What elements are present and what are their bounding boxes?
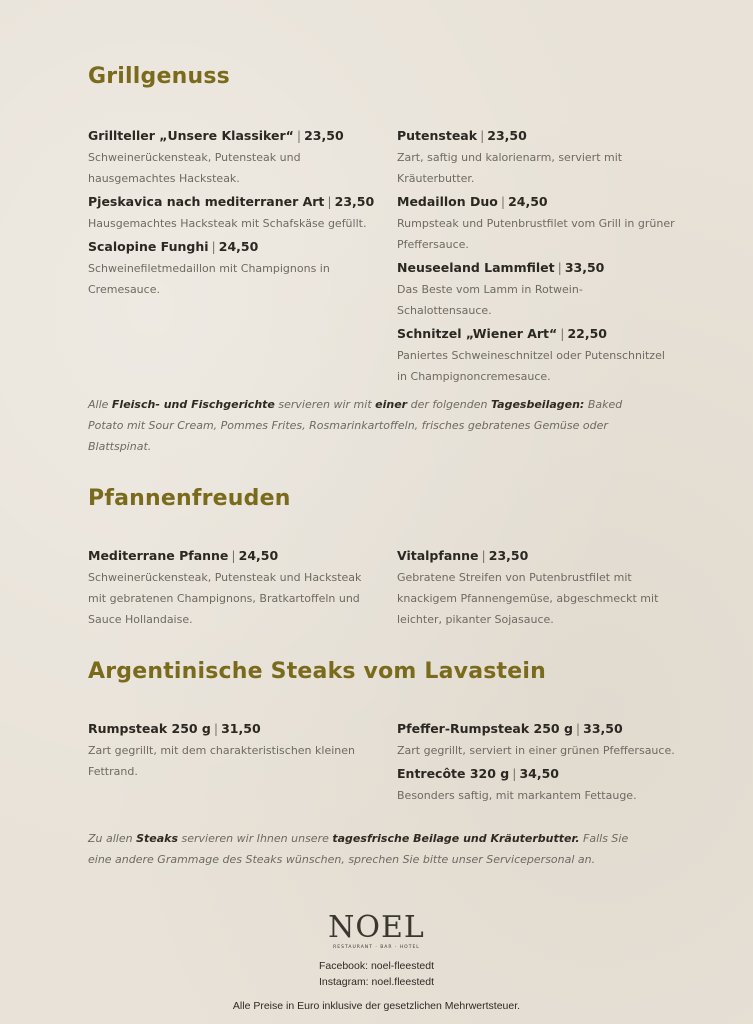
menu-item: [88, 236, 378, 300]
menu-item: [88, 125, 378, 189]
menu-item-heading: [88, 545, 378, 567]
menu-item-description: Schweinerückensteak, Putensteak und Hacksteak mit gebratenen Champignons, Bratkartoffeln und Sauce Hollandaise.: [88, 571, 362, 626]
menu-item-price: 24,50: [508, 194, 548, 209]
menu-item-heading: [88, 125, 378, 147]
logo-wordmark: NOEL: [328, 910, 425, 945]
menu-item: [397, 763, 677, 806]
price-separator: |: [213, 721, 219, 736]
menu-item-name: Rumpsteak 250 g: [88, 721, 211, 736]
price-separator: |: [480, 128, 485, 143]
social-links: [0, 958, 753, 990]
section-title-pfannenfreuden: Pfannenfreuden: [88, 486, 291, 511]
menu-item-description: Zart, saftig und kalorienarm, serviert mit Kräuterbutter.: [397, 151, 623, 185]
menu-item-heading: [397, 718, 677, 740]
menu-item: [88, 545, 378, 630]
price-separator: |: [500, 194, 506, 209]
price-separator: |: [575, 721, 581, 736]
menu-item: [88, 718, 378, 782]
menu-item-name: Pfeffer-Rumpsteak 250 g: [397, 721, 573, 736]
menu-item-price: 24,50: [218, 239, 259, 254]
menu-item-price: 23,50: [487, 128, 527, 143]
menu-item-description: Gebratene Streifen von Putenbrustfilet mit knackigem Pfannengemüse, abgeschmeckt mit leichter, pikanter Sojasauce.: [397, 571, 659, 626]
section-title-grillgenuss: Grillgenuss: [88, 64, 230, 89]
menu-item-name: Pjeskavica nach mediterraner Art: [88, 194, 325, 209]
menu-item: [397, 545, 677, 630]
menu-item-name: Medaillon Duo: [397, 194, 498, 209]
menu-item-heading: [88, 236, 378, 258]
menu-item-name: Grillteller „Unsere Klassiker“: [88, 128, 294, 143]
logo-tagline: RESTAURANT · BAR · HOTEL: [333, 945, 420, 950]
menu-item-price: 31,50: [221, 721, 261, 736]
menu-item-heading: [88, 191, 378, 213]
menu-item-price: 23,50: [304, 128, 344, 143]
menu-item: [397, 718, 677, 761]
menu-item-heading: [397, 125, 677, 147]
menu-item-heading: [397, 257, 677, 279]
menu-item-description: Paniertes Schweineschnitzel oder Putenschnitzel in Champignoncremesauce.: [397, 349, 665, 383]
menu-item: [397, 323, 677, 387]
steaks-left-column: [88, 718, 378, 784]
menu-item-heading: [397, 545, 677, 567]
menu-item-description: Das Beste vom Lamm in Rotwein-Schalottensauce.: [397, 283, 583, 317]
menu-item-description: Hausgemachtes Hacksteak mit Schafskäse gefüllt.: [88, 217, 367, 230]
menu-item-price: 33,50: [564, 260, 605, 275]
pfannenfreuden-right-column: [397, 545, 677, 632]
menu-item-description: Rumpsteak und Putenbrustfilet vom Grill in grüner Pfeffersauce.: [397, 217, 675, 251]
menu-item-description: Schweinefiletmedaillon mit Champignons in Cremesauce.: [88, 262, 330, 296]
section-title-argentinische-steaks: Argentinische Steaks vom Lavastein: [88, 659, 546, 684]
price-footnote: Alle Preise in Euro inklusive der gesetzlichen Mehrwertsteuer.: [232, 1000, 521, 1012]
price-separator: |: [211, 239, 216, 254]
menu-item-name: Mediterrane Pfanne: [88, 548, 229, 563]
menu-item-description: Zart gegrillt, mit dem charakteristischen kleinen Fettrand.: [88, 744, 355, 778]
menu-item-price: 33,50: [583, 721, 623, 736]
menu-item-name: Putensteak: [397, 128, 478, 143]
price-separator: |: [557, 260, 562, 275]
noel-logo: [0, 912, 753, 952]
menu-item-description: Besonders saftig, mit markantem Fettauge.: [397, 789, 637, 802]
menu-item-name: Neuseeland Lammfilet: [397, 260, 555, 275]
menu-item: [88, 191, 378, 234]
grillgenuss-left-column: [88, 125, 378, 302]
menu-item-description: Schweinerückensteak, Putensteak und hausgemachtes Hacksteak.: [88, 151, 301, 185]
price-separator: |: [327, 194, 332, 209]
menu-item: [397, 191, 677, 255]
menu-item: [397, 257, 677, 321]
menu-item-price: 24,50: [238, 548, 279, 563]
facebook-link[interactable]: Facebook: noel-fleestedt: [319, 960, 434, 972]
price-separator: |: [231, 548, 236, 563]
price-separator: |: [481, 548, 486, 563]
menu-item-name: Entrecôte 320 g: [397, 766, 510, 781]
price-separator: |: [560, 326, 565, 341]
price-separator: |: [296, 128, 302, 143]
menu-item-heading: [397, 191, 677, 213]
menu-item-price: 34,50: [519, 766, 560, 781]
menu-item-heading: [88, 718, 378, 740]
grillgenuss-right-column: [397, 125, 677, 389]
menu-item-description: Zart gegrillt, serviert in einer grünen Pfeffersauce.: [397, 744, 675, 757]
menu-item-heading: [397, 323, 677, 345]
steak-note: Zu allen Steaks servieren wir Ihnen unsere tagesfrische Beilage und Kräuterbutter. Falls Sie eine andere Grammage des Steaks wünschen, sprechen Sie bitte unser Servicepersonal an.: [88, 832, 629, 866]
menu-item-name: Vitalpfanne: [397, 548, 479, 563]
menu-item-name: Scalopine Funghi: [88, 239, 209, 254]
menu-item: [397, 125, 677, 189]
menu-item-name: Schnitzel „Wiener Art“: [397, 326, 558, 341]
menu-item-heading: [397, 763, 677, 785]
instagram-link[interactable]: Instagram: noel.fleestedt: [319, 976, 434, 988]
menu-item-price: 23,50: [488, 548, 529, 563]
pfannenfreuden-left-column: [88, 545, 378, 632]
steaks-right-column: [397, 718, 677, 808]
menu-item-price: 22,50: [567, 326, 608, 341]
side-dishes-note: Alle Fleisch- und Fischgerichte servieren wir mit einer der folgenden Tagesbeilagen: Baked Potato mit Sour Cream, Pommes Frites, Rosmarinkartoffeln, frisches gebratenes Gemüse oder Blattspinat.: [88, 398, 623, 453]
price-separator: |: [512, 766, 517, 781]
menu-item-price: 23,50: [334, 194, 375, 209]
